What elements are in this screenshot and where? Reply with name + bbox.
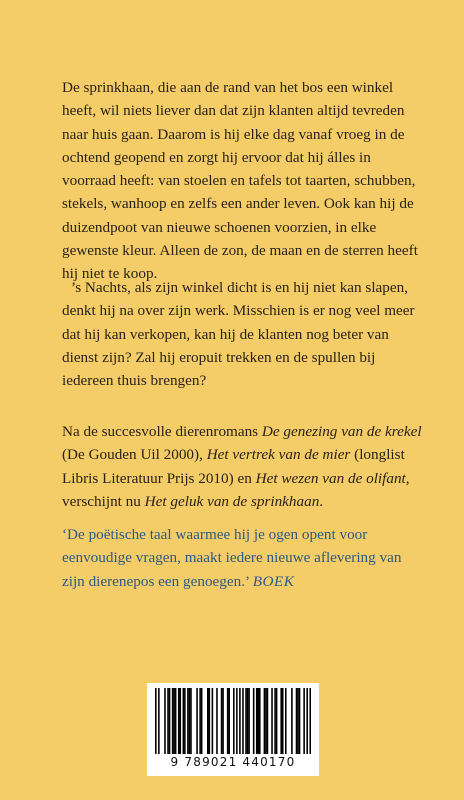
barcode-bar	[267, 688, 269, 754]
barcode-bar	[178, 688, 180, 754]
barcode-bar	[282, 688, 284, 754]
barcode-bar	[221, 688, 223, 754]
barcode-bar	[179, 688, 181, 754]
barcode-bar	[196, 688, 198, 754]
barcode-bar	[164, 688, 166, 754]
barcode-bar	[183, 688, 185, 754]
book-title-olifant: Het wezen van de olifant	[255, 469, 406, 487]
barcode-bar	[264, 688, 266, 754]
barcode-bar	[228, 688, 230, 754]
barcode-bar	[207, 688, 209, 754]
barcode-bar	[303, 688, 305, 754]
isbn-number: 9 789021 440170	[170, 755, 296, 769]
blurb-paragraph-2: ’s Nachts, als zijn winkel dicht is en hij niet kan slapen, denkt hij na over zijn werk. Misschien is er nog veel meer dat hij kan verkopen, kan hij de klanten nog beter van dienst zijn? Zal hij eropuit trekken en de spullen bij iedereen thuis brengen?	[62, 279, 415, 390]
book-title-krekel: De genezing van de krekel	[261, 423, 422, 440]
barcode-bar	[245, 688, 247, 754]
book-title-mier: Het vertrek van de mier	[206, 446, 351, 464]
barcode-bar	[172, 688, 174, 754]
award-text-2: (longlist Libris Literatuur Prijs 2010) en	[62, 446, 405, 487]
barcode-bar	[222, 688, 224, 754]
barcode-bar	[242, 688, 244, 754]
barcode-bar	[274, 688, 276, 754]
barcode-bar	[184, 688, 186, 754]
barcode-bar	[233, 688, 235, 754]
barcode-bar	[259, 688, 261, 754]
previous-books-paragraph	[62, 420, 424, 513]
barcode-bar	[257, 688, 259, 754]
barcode-bar	[291, 688, 293, 754]
intro-text: Na de succesvolle dierenromans	[62, 423, 262, 440]
barcode-bar	[306, 688, 308, 754]
blurb-paragraph-1: De sprinkhaan, die aan de rand van het bos een winkel heeft, wil niets liever dan dat zijn klanten altijd tevreden naar huis gaan. Daarom is hij elke dag vanaf vroeg in de ochtend geopend en zorgt hij ervoor dat hij álles in voorraad heeft: van stoelen en tafels tot taarten, schubben, stekels, wanhoop en zelfs een ander leven. Ook kan hij de duizendpoot van nieuwe schoenen voorzien, in elke gewenste kleur. Alleen de zon, de maan en de sterren heeft hij niet te koop.	[62, 79, 418, 283]
barcode-bar	[209, 688, 211, 754]
barcode-bar	[190, 688, 192, 754]
barcode-bar	[236, 688, 238, 754]
quote-text: ‘De poëtische taal waarmee hij je ogen opent voor eenvoudige vragen, maakt iedere nieuwe aflevering van zijn dierenepos een genoegen.’	[62, 526, 402, 590]
barcode-bar	[247, 688, 249, 754]
quote-source: BOEK	[252, 572, 295, 590]
barcode-bar	[212, 688, 214, 754]
barcode-bar	[173, 688, 175, 754]
barcode-bar	[239, 688, 241, 754]
barcode-bar	[309, 688, 311, 754]
barcode-bar	[167, 688, 169, 754]
barcode-bar	[158, 688, 160, 754]
barcode-bar	[256, 688, 258, 754]
barcode-bar	[187, 688, 189, 754]
barcode-bar	[299, 688, 301, 754]
barcode-bar	[297, 688, 299, 754]
barcode-bar	[271, 688, 273, 754]
barcode-bar	[227, 688, 229, 754]
barcode-bar	[175, 688, 177, 754]
barcode-bar	[199, 688, 201, 754]
press-quote	[62, 523, 424, 593]
barcode-bar	[280, 688, 282, 754]
barcode-bar	[248, 688, 250, 754]
middle-text: , verschijnt nu	[62, 469, 410, 510]
end-text: .	[319, 492, 324, 510]
award-text-1: (De Gouden Uil 2000),	[62, 446, 207, 464]
barcode-bars	[155, 688, 311, 756]
barcode-bar	[253, 688, 255, 754]
barcode-bar	[216, 688, 218, 754]
barcode-bar	[169, 688, 171, 754]
barcode-bar	[155, 688, 157, 754]
barcode-bar	[265, 688, 267, 754]
barcode-bar	[276, 688, 278, 754]
barcode-bar	[296, 688, 298, 754]
barcode-bar	[285, 688, 287, 754]
book-title-sprinkhaan: Het geluk van de sprinkhaan	[144, 492, 320, 510]
barcode-bar	[189, 688, 191, 754]
barcode	[147, 683, 319, 776]
barcode-bar	[201, 688, 203, 754]
